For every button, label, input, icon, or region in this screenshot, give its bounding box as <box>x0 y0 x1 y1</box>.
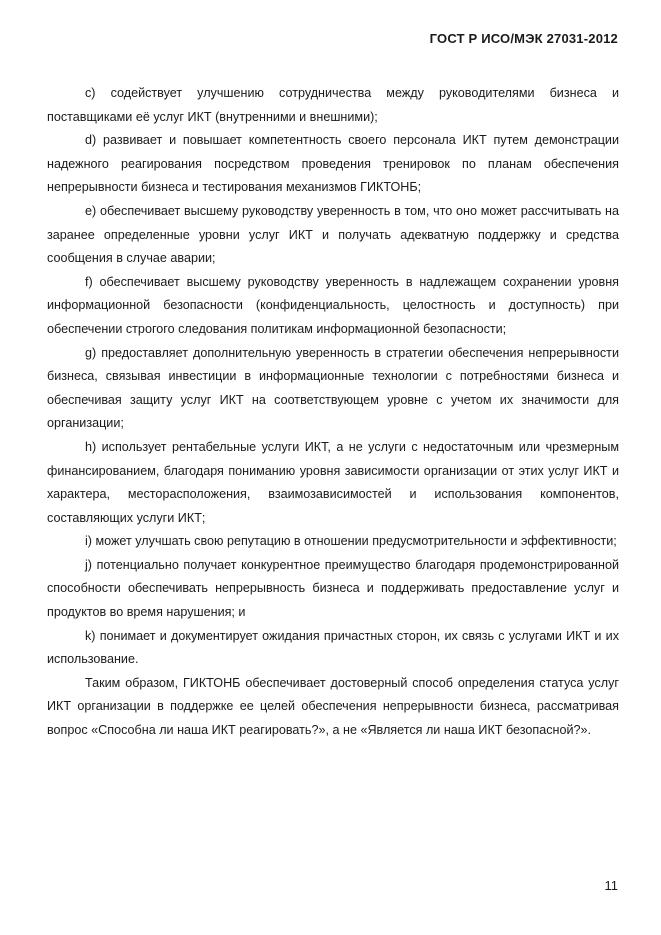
list-item-h: h) использует рентабельные услуги ИКТ, а не услуги с недостаточным или чрезмерным финансированием, благодаря пониманию уровня зависимости организации от этих услуг ИКТ и характера, месторасположения, взаимозависимостей и использования компонентов, составляющих услуги ИКТ; <box>47 439 619 525</box>
list-item-d: d) развивает и повышает компетентность своего персонала ИКТ путем демонстрации надежного реагирования посредством проведения тренировок по планам обеспечения непрерывности бизнеса и тестирования механизмов ГИКТОНБ; <box>47 133 619 195</box>
list-item-k: k) понимает и документирует ожидания причастных сторон, их связь с услугами ИКТ и их использование. <box>47 628 619 667</box>
list-item-j: j) потенциально получает конкурентное преимущество благодаря продемонстрированной способности обеспечивать непрерывность бизнеса и поддерживать предоставление услуг и продуктов во время нарушения; и <box>47 557 619 620</box>
list-item-f: f) обеспечивает высшему руководству уверенность в надлежащем сохранении уровня информационной безопасности (конфиденциальность, целостность и доступность) при обеспечении строгого следования политикам информационной безопасности; <box>47 274 619 336</box>
list-item-g: g) предоставляет дополнительную уверенность в стратегии обеспечения непрерывности бизнеса, связывая инвестиции в информационные технологии с потребностями бизнеса и обеспечивая защиту услуг ИКТ на соответствующем уровне с учетом их значимости для организации; <box>47 345 619 431</box>
summary-paragraph: Таким образом, ГИКТОНБ обеспечивает достоверный способ определения статуса услуг ИКТ организации в поддержке ее целей обеспечения непрерывности бизнеса, рассматривая вопрос «Способна ли наша ИКТ реагировать?», а не «Является ли наша ИКТ безопасной?». <box>47 675 619 738</box>
list-item-e: e) обеспечивает высшему руководству уверенность в том, что оно может рассчитывать на заранее определенные уровни услуг ИКТ и получать адекватную поддержку и средства сообщения в случае аварии; <box>47 203 619 266</box>
page-number: 11 <box>604 878 618 893</box>
document-header: ГОСТ Р ИСО/МЭК 27031-2012 <box>429 31 618 46</box>
document-body <box>47 82 619 743</box>
list-item-c: c) содействует улучшению сотрудничества между руководителями бизнеса и поставщиками её услуг ИКТ (внутренними и внешними); <box>47 86 619 124</box>
list-item-i: i) может улучшать свою репутацию в отношении предусмотрительности и эффективности; <box>85 534 617 549</box>
